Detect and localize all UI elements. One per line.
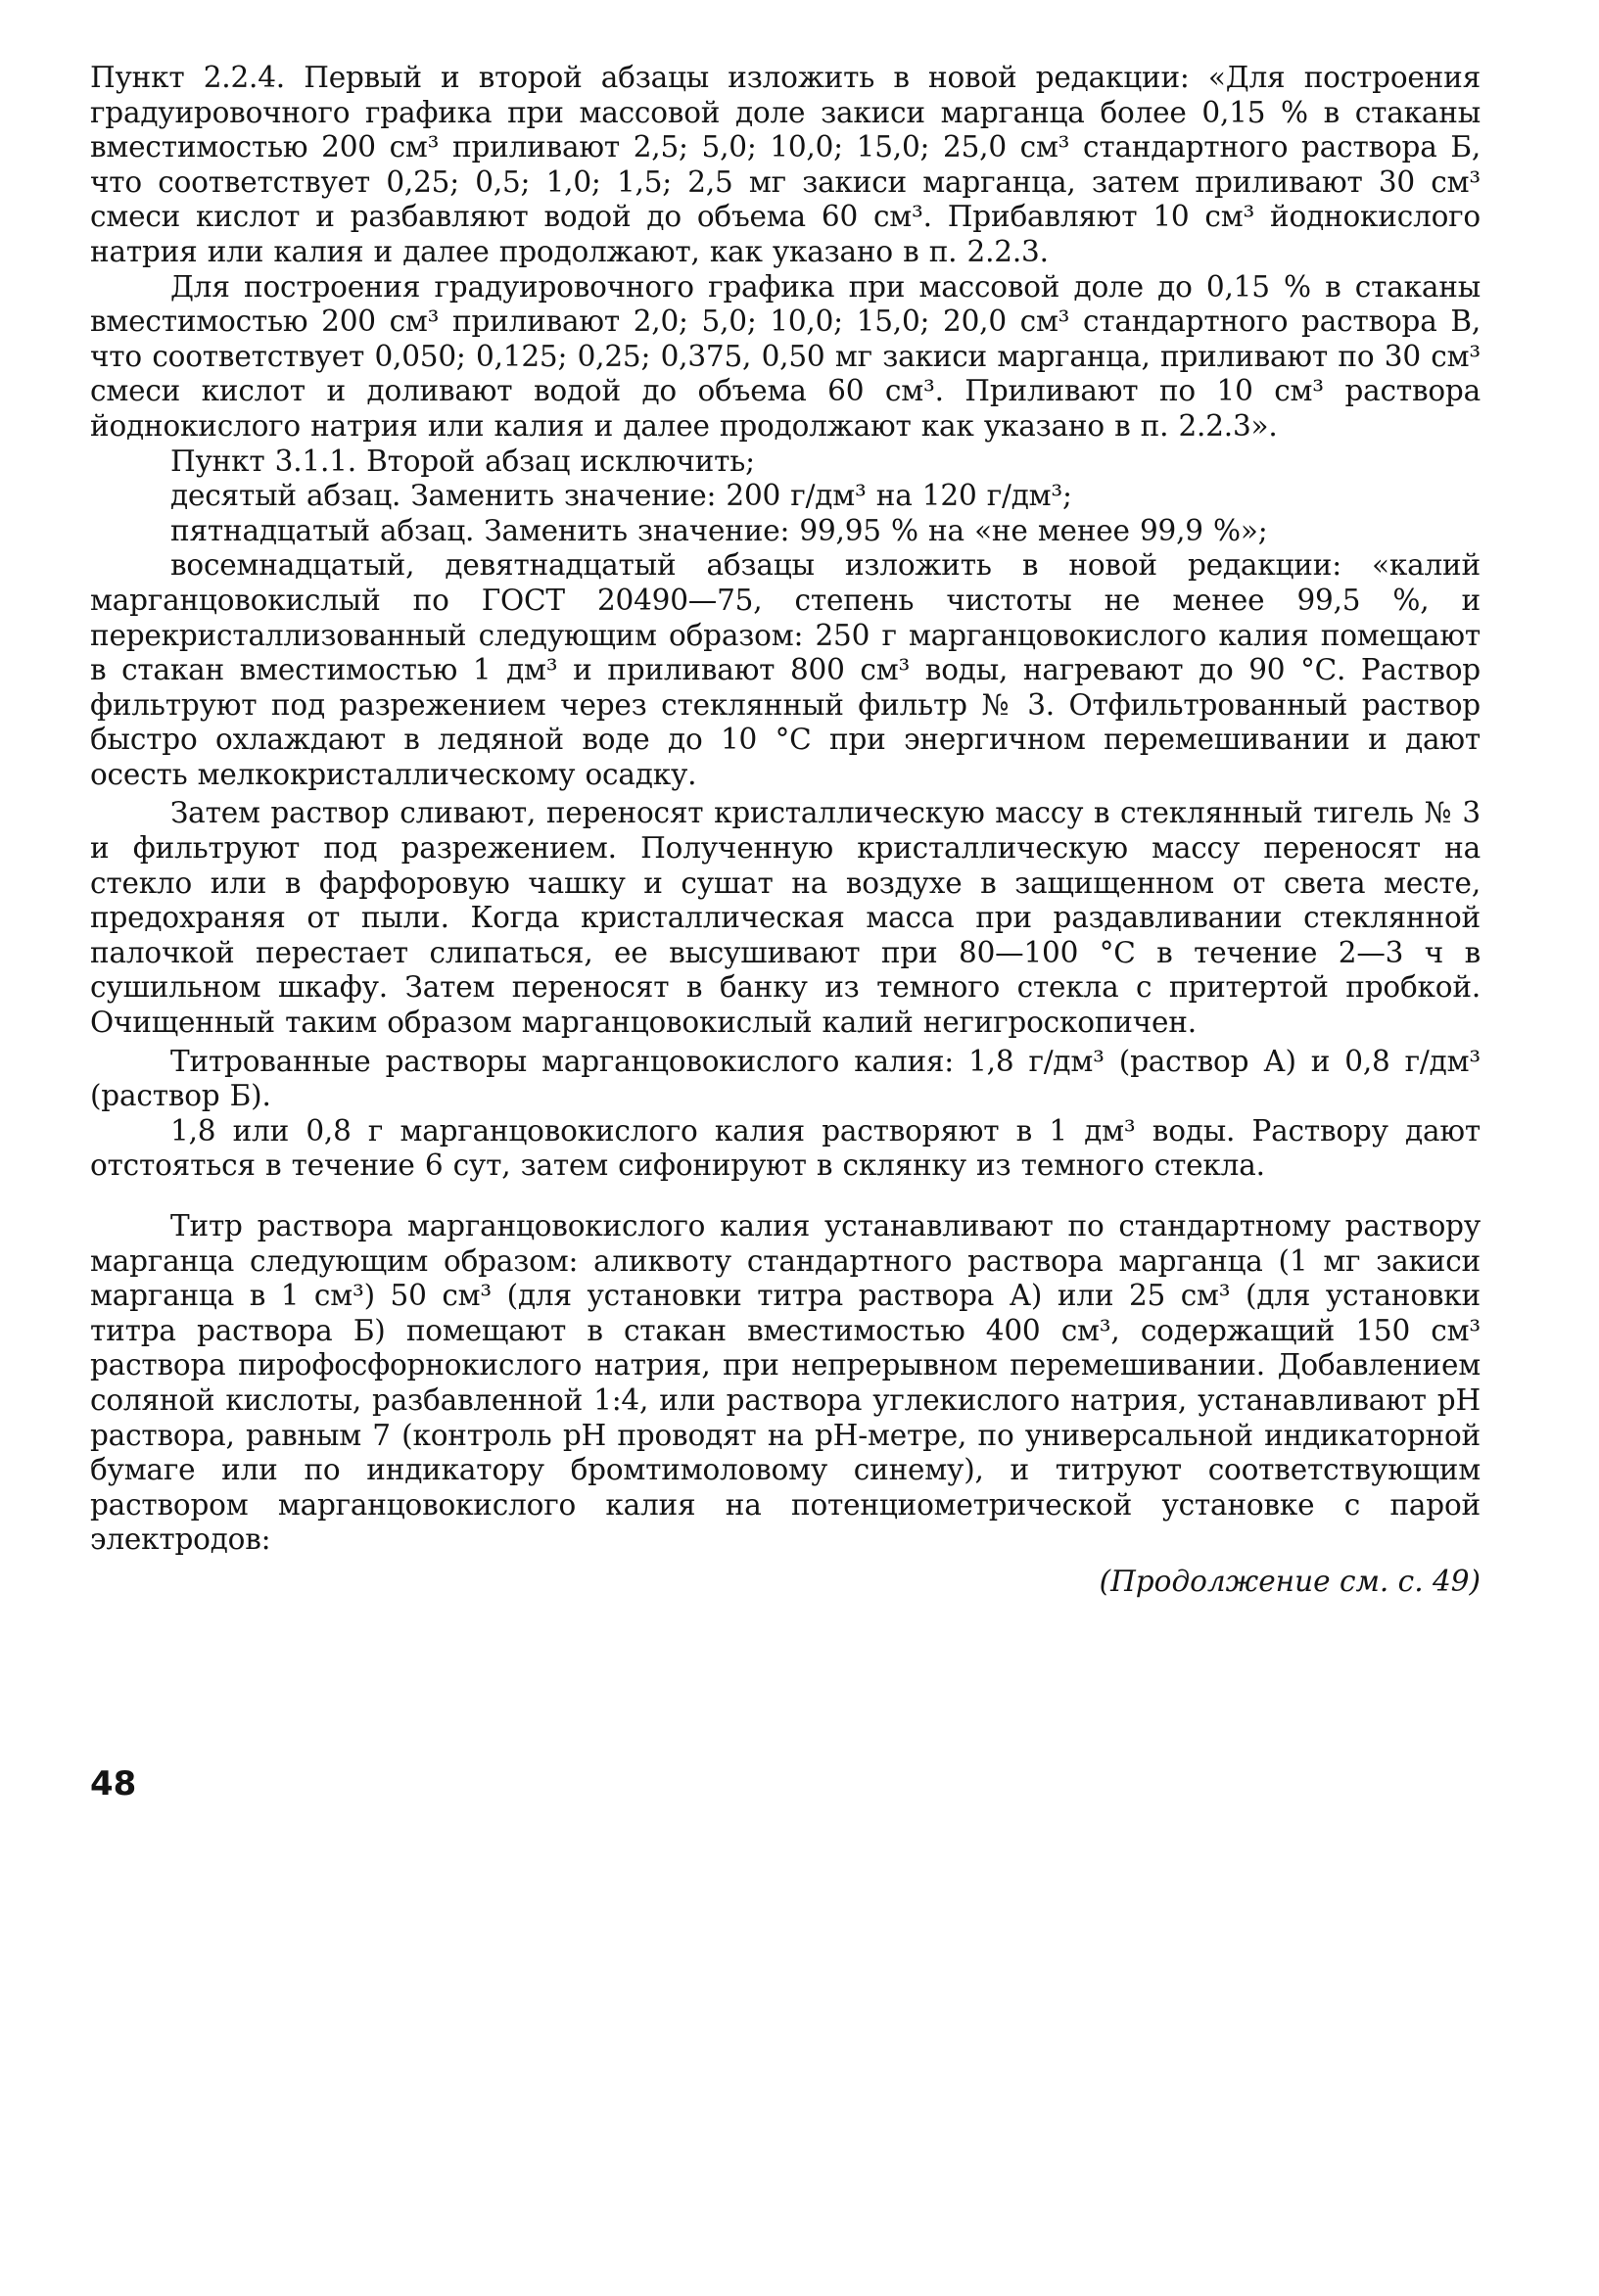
page-number: 48: [90, 1764, 137, 1804]
paragraph-crystal-mass: Затем раствор сливают, переносят кристаллическую массу в стеклянный тигель № 3 и фильтруют под разрежением. Полученную кристаллическую массу переносят на стекло или в фарфоровую чашку и сушат на воздухе в защищенном от света месте, предохраняя от пыли. Когда кристаллическая масса при раздавливании стеклянной палочкой перестает слипаться, ее высушивают при 80—100 °С в течение 2—3 ч в сушильном шкафу. Затем переносят в банку из темного стекла с притертой пробкой. Очищенный таким образом марганцовокислый калий негигроскопичен.: [90, 796, 1481, 1040]
paragraph-dissolve: 1,8 или 0,8 г марганцовокислого калия растворяют в 1 дм³ воды. Раствору дают отстояться в течение 6 сут, затем сифонируют в склянку из темного стекла.: [90, 1113, 1481, 1183]
paragraph-tenth-abzac: десятый абзац. Заменить значение: 200 г/дм³ на 120 г/дм³;: [170, 479, 1072, 513]
paragraph-clause-2-2-4: Пункт 2.2.4. Первый и второй абзацы изложить в новой редакции: «Для построения градуировочного графика при массовой доле закиси марганца более 0,15 % в стаканы вместимостью 200 см³ приливают 2,5; 5,0; 10,0; 15,0; 25,0 см³ стандартного раствора Б, что соответствует 0,25; 0,5; 1,0; 1,5; 2,5 мг закиси марганца, затем приливают 30 см³ смеси кислот и разбавляют водой до объема 60 см³. Прибавляют 10 см³ йоднокислого натрия или калия и далее продолжают, как указано в п. 2.2.3.: [90, 61, 1481, 268]
document-page: [90, 61, 1481, 2215]
paragraph-clause-3-1-1: Пункт 3.1.1. Второй абзац исключить;: [170, 444, 755, 478]
paragraph-titrated-solutions: Титрованные растворы марганцовокислого калия: 1,8 г/дм³ (раствор А) и 0,8 г/дм³ (раствор Б).: [90, 1044, 1481, 1113]
paragraph-titre-setup: Титр раствора марганцовокислого калия устанавливают по стандартному раствору марганца следующим образом: аликвоту стандартного раствора марганца (1 мг закиси марганца в 1 см³) 50 см³ (для установки титра раствора А) или 25 см³ (для установки титра раствора Б) помещают в стакан вместимостью 400 см³, содержащий 150 см³ раствора пирофосфорнокислого натрия, при непрерывном перемешивании. Добавлением соляной кислоты, разбавленной 1:4, или раствора углекислого натрия, устанавливают рН раствора, равным 7 (контроль рН проводят на рН-метре, по универсальной индикаторной бумаге или по индикатору бромтимоловому синему), и титруют соответствующим раствором марганцовокислого калия на потенциометрической установке с парой электродов:: [90, 1209, 1481, 1557]
paragraph-calibration-low: Для построения градуировочного графика при массовой доле до 0,15 % в стаканы вместимостью 200 см³ приливают 2,0; 5,0; 10,0; 15,0; 20,0 см³ стандартного раствора В, что соответствует 0,050; 0,125; 0,25; 0,375, 0,50 мг закиси марганца, приливают по 30 см³ смеси кислот и доливают водой до объема 60 см³. Приливают по 10 см³ раствора йоднокислого натрия или калия и далее продолжают как указано в п. 2.2.3».: [90, 269, 1481, 443]
paragraph-fifteenth-abzac: пятнадцатый абзац. Заменить значение: 99,95 % на «не менее 99,9 %»;: [170, 513, 1268, 547]
paragraph-eighteenth-abzac: восемнадцатый, девятнадцатый абзацы изложить в новой редакции: «калий марганцовокислый по ГОСТ 20490—75, степень чистоты не менее 99,5 %, и перекристаллизованный следующим образом: 250 г марганцовокислого калия помещают в стакан вместимостью 1 дм³ и приливают 800 см³ воды, нагревают до 90 °С. Раствор фильтруют под разрежением через стеклянный фильтр № 3. Отфильтрованный раствор быстро охлаждают в ледяной воде до 10 °С при энергичном перемешивании и дают осесть мелкокристаллическому осадку.: [90, 548, 1481, 791]
continuation-note: (Продолжение см. с. 49): [1099, 1564, 1481, 1598]
